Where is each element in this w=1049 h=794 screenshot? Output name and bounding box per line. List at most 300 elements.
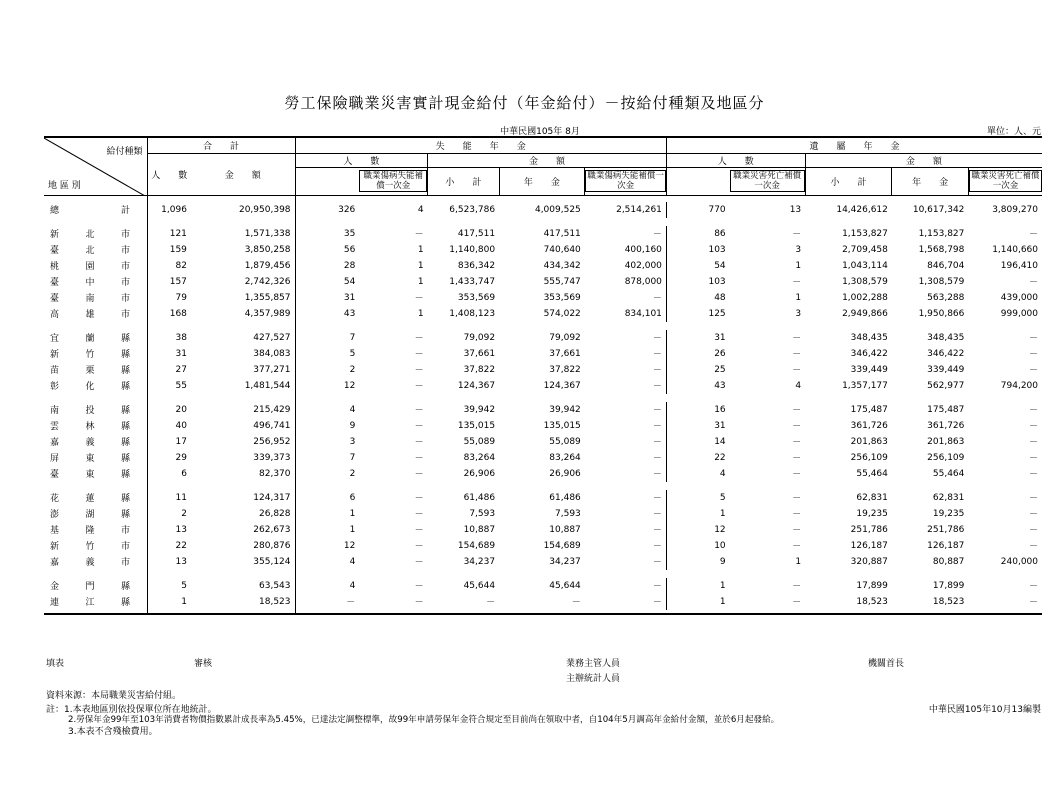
cell-value: 1,096	[161, 204, 187, 215]
cell-value: －	[414, 350, 424, 360]
region-char: 縣	[120, 470, 130, 480]
table-row	[44, 242, 1042, 258]
region-char: 市	[120, 278, 130, 288]
disability-header: 失 能 年 金	[295, 137, 666, 153]
region-char: 門	[85, 582, 95, 592]
cell-value: －	[585, 418, 667, 434]
survivor-amount-header: 金 額	[805, 153, 1042, 167]
source-note: 資料來源：本局職業災害給付組。	[46, 691, 182, 701]
cell-value: 574,022	[543, 308, 581, 319]
table-row	[44, 274, 1042, 290]
region-name	[44, 506, 147, 522]
cell-value: －	[414, 334, 424, 344]
region-char: 蓮	[85, 494, 95, 504]
region-char: 市	[120, 558, 130, 568]
cell-value: 34,237	[549, 556, 581, 567]
cell-value: －	[792, 350, 802, 360]
note-2: 2.勞保年金99年至103年消費者物價指數累計成長率為5.45%，已達法定調整標準，故99年申請勞保年金符合規定至目前尚在領取中者，自104年5月調高年金給付金額，並於6月起發給。	[68, 715, 780, 725]
cell-value: 256,952	[191, 434, 295, 450]
cell-value: 5	[349, 348, 356, 359]
cell-value: 14,426,612	[836, 204, 888, 215]
cell-value: 18,523	[191, 594, 295, 610]
region-char: 金	[50, 582, 60, 592]
cell-value: 320,887	[850, 556, 888, 567]
cell-value: 377,271	[191, 362, 295, 378]
cell-value: 1,140,800	[449, 244, 496, 255]
cell-value: 79	[175, 292, 187, 303]
cell-value: 168	[169, 308, 187, 319]
cell-value: 55,089	[549, 436, 581, 447]
cell-value: 4	[795, 380, 802, 391]
cell-value: 4	[719, 468, 726, 479]
region-name	[44, 242, 147, 258]
region-char: 義	[85, 438, 95, 448]
cell-value: 82	[175, 260, 187, 271]
cell-value: －	[585, 330, 667, 346]
cell-value: 135,015	[543, 420, 581, 431]
cell-value: －	[414, 526, 424, 536]
region-char: 蘭	[85, 334, 95, 344]
cell-value: 1,481,544	[191, 378, 295, 394]
cell-value: －	[585, 226, 667, 242]
cell-value: 201,863	[927, 436, 965, 447]
cell-value: －	[414, 294, 424, 304]
cell-value: 14	[714, 436, 726, 447]
cell-value: 79,092	[549, 332, 581, 343]
cell-value: 17	[175, 436, 187, 447]
region-name	[44, 306, 147, 322]
survivor-header: 遺 屬 年 金	[666, 137, 1042, 153]
cell-value: 355,124	[191, 554, 295, 570]
cell-value: －	[585, 290, 667, 306]
cell-value: 39,942	[549, 404, 581, 415]
region-char: 臺	[50, 294, 60, 304]
region-char: 縣	[120, 438, 130, 448]
region-char: 宜	[50, 334, 60, 344]
cell-value: －	[792, 510, 802, 520]
cell-value: 48	[714, 292, 726, 303]
cell-value: 5	[719, 492, 726, 503]
cell-value: 62,831	[856, 492, 888, 503]
cell-value: 157	[169, 276, 187, 287]
cell-value: 1,571,338	[191, 226, 295, 242]
cell-value: －	[414, 454, 424, 464]
table-row	[44, 538, 1042, 554]
cell-value: 4	[349, 580, 356, 591]
cell-value: 86	[714, 228, 726, 239]
table-row	[44, 594, 1042, 610]
cell-value: 159	[169, 244, 187, 255]
cell-value: 39,942	[463, 404, 496, 415]
cell-value: －	[792, 230, 802, 240]
table-row	[44, 506, 1042, 522]
cell-value: 7,593	[555, 508, 581, 519]
cell-value: 43	[714, 380, 726, 391]
cell-value: －	[585, 522, 667, 538]
region-char: 北	[85, 246, 95, 256]
cell-value: 135,015	[457, 420, 496, 431]
cell-value: －	[1028, 598, 1038, 608]
cell-value: 251,786	[927, 524, 965, 535]
region-name	[44, 418, 147, 434]
cell-value: 1	[417, 308, 424, 319]
region-name	[44, 594, 147, 610]
cell-value: 4,357,989	[191, 306, 295, 322]
cell-value: －	[585, 578, 667, 594]
cell-value: 1,002,288	[842, 292, 888, 303]
cell-value: 836,342	[457, 260, 496, 271]
cell-value: 196,410	[1000, 260, 1038, 271]
region-name	[44, 362, 147, 378]
cell-value: －	[1028, 438, 1038, 448]
supervisor-label: 業務主管人員	[566, 659, 621, 669]
region-name	[44, 346, 147, 362]
region-char: 市	[120, 246, 130, 256]
cell-value: 215,429	[191, 402, 295, 418]
table-row	[44, 554, 1042, 570]
cell-value: －	[792, 542, 802, 552]
page-title: 勞工保險職業災害實計現金給付（年金給付）－按給付種類及地區分	[284, 94, 765, 112]
cell-value: －	[585, 506, 667, 522]
cell-value: 201,863	[850, 436, 888, 447]
region-char: 新	[50, 542, 60, 552]
cell-value: 37,661	[549, 348, 581, 359]
cell-value: －	[1028, 494, 1038, 504]
disability-lump-amount-header: 職業傷病失能補償一次金	[585, 170, 666, 192]
cell-value: －	[792, 334, 802, 344]
cell-value: 1,408,123	[449, 308, 496, 319]
cell-value: 1,153,827	[918, 228, 965, 239]
cell-value: 9	[719, 556, 726, 567]
cell-value: 55,464	[856, 468, 888, 479]
cell-value: －	[792, 582, 802, 592]
region-char: 林	[85, 422, 95, 432]
total-amount-header: 金 額	[191, 153, 295, 195]
cell-value: 6	[349, 492, 356, 503]
total-people-header: 人 數	[147, 153, 191, 195]
region-char: 新	[50, 230, 60, 240]
table-row	[44, 258, 1042, 274]
cell-value: 124,367	[457, 380, 496, 391]
region-char: 臺	[50, 470, 60, 480]
cell-value: 61,486	[549, 492, 581, 503]
region-char: 市	[120, 262, 130, 272]
cell-value: 10	[714, 540, 726, 551]
cell-value: 175,487	[850, 404, 888, 415]
region-char: 縣	[120, 582, 130, 592]
cell-value: 31	[175, 348, 187, 359]
region-char: 化	[85, 382, 95, 392]
cell-value: －	[414, 582, 424, 592]
cell-value: 1	[417, 244, 424, 255]
cell-value: 25	[714, 364, 726, 375]
cell-value: 2,742,326	[191, 274, 295, 290]
cell-value: 18,523	[932, 596, 965, 607]
cell-value: 26,906	[463, 468, 496, 479]
cell-value: 3	[795, 308, 802, 319]
table-row	[44, 466, 1042, 482]
cell-value: 12	[714, 524, 726, 535]
cell-value: 103	[708, 276, 726, 287]
region-char: 總	[50, 206, 60, 216]
cell-value: 37,822	[549, 364, 581, 375]
cell-value: 38	[175, 332, 187, 343]
cell-value: 1,308,579	[918, 276, 965, 287]
cell-value: －	[1028, 350, 1038, 360]
survivor-pension-header: 年 金	[892, 167, 969, 195]
cell-value: 7,593	[469, 508, 496, 519]
cell-value: 3	[795, 244, 802, 255]
cell-value: 262,673	[191, 522, 295, 538]
reviewer-label: 審核	[194, 659, 213, 669]
region-char: 花	[50, 494, 60, 504]
cell-value: 37,661	[463, 348, 496, 359]
region-char: 縣	[120, 334, 130, 344]
cell-value: －	[414, 438, 424, 448]
corner-header	[44, 137, 147, 195]
cell-value: 361,726	[850, 420, 888, 431]
compiled-date: 中華民國105年10月13編製	[928, 705, 1041, 715]
cell-value: 45,644	[463, 580, 496, 591]
filler-label: 填表	[46, 659, 65, 669]
cell-value: 4	[349, 404, 356, 415]
survivor-subtotal-header: 小 計	[805, 167, 892, 195]
cell-value: －	[792, 526, 802, 536]
cell-value: 37,822	[463, 364, 496, 375]
region-name	[44, 274, 147, 290]
table-row	[44, 346, 1042, 362]
cell-value: 7	[349, 452, 356, 463]
cell-value: 1	[719, 580, 726, 591]
cell-value: 348,435	[850, 332, 888, 343]
payment-type-label: 給付種類	[106, 147, 143, 157]
cell-value: －	[1028, 422, 1038, 432]
cell-value: 417,511	[457, 228, 496, 239]
cell-value: 2,949,866	[842, 308, 888, 319]
cell-value: 1,433,747	[449, 276, 496, 287]
cell-value: 54	[343, 276, 356, 287]
table-row	[44, 402, 1042, 418]
death-lump-amount-header: 職業災害死亡補償一次金	[969, 170, 1042, 192]
survivor-count-header: 人 數	[666, 153, 805, 167]
cell-value: 2,709,458	[842, 244, 888, 255]
cell-value: 2	[349, 364, 356, 375]
cell-value: －	[1028, 454, 1038, 464]
cell-value: 427,527	[191, 330, 295, 346]
cell-value: 1	[719, 508, 726, 519]
cell-value: 7	[349, 332, 356, 343]
table-row	[44, 330, 1042, 346]
region-char: 市	[120, 230, 130, 240]
cell-value: 834,101	[585, 306, 667, 322]
cell-value: 11	[175, 492, 187, 503]
cell-value: 339,373	[191, 450, 295, 466]
region-name	[44, 578, 147, 594]
table-row	[44, 578, 1042, 594]
region-char: 竹	[85, 350, 95, 360]
cell-value: 34,237	[463, 556, 496, 567]
cell-value: 10,887	[463, 524, 496, 535]
cell-value: 31	[714, 420, 726, 431]
cell-value: －	[585, 594, 667, 610]
cell-value: －	[414, 230, 424, 240]
cell-value: 62,831	[932, 492, 965, 503]
region-name	[44, 466, 147, 482]
cell-value: 55,464	[932, 468, 965, 479]
cell-value: 400,160	[585, 242, 667, 258]
table-row	[44, 418, 1042, 434]
cell-value: 496,741	[191, 418, 295, 434]
cell-value: 846,704	[927, 260, 965, 271]
cell-value: 154,689	[543, 540, 581, 551]
region-char: 屏	[50, 454, 60, 464]
region-name	[44, 258, 147, 274]
region-char: 縣	[120, 366, 130, 376]
cell-value: 439,000	[1000, 292, 1038, 303]
note-3: 3.本表不含殘檢費用。	[68, 727, 158, 737]
cell-value: 740,640	[543, 244, 581, 255]
region-name	[44, 290, 147, 306]
region-char: 嘉	[50, 558, 60, 568]
cell-value: 563,288	[927, 292, 965, 303]
cell-value: 20,950,398	[191, 202, 295, 218]
cell-value: 17,899	[856, 580, 888, 591]
cell-value: －	[792, 406, 802, 416]
cell-value: －	[1028, 582, 1038, 592]
region-char: 東	[85, 454, 95, 464]
region-char: 東	[85, 470, 95, 480]
cell-value: 13	[175, 556, 187, 567]
region-char: 隆	[85, 526, 95, 536]
cell-value: 17,899	[932, 580, 965, 591]
cell-value: 402,000	[585, 258, 667, 274]
region-char: 投	[85, 406, 95, 416]
cell-value: 555,747	[543, 276, 581, 287]
cell-value: 29	[175, 452, 187, 463]
disability-pension-header: 年 金	[499, 167, 585, 195]
note-1: 註：1.本表地區別依投保單位所在地統計。	[46, 705, 217, 715]
cell-value: 240,000	[1000, 556, 1038, 567]
cell-value: 6,523,786	[449, 204, 496, 215]
cell-value: 16	[714, 404, 726, 415]
cell-value: 256,109	[850, 452, 888, 463]
statistics-table	[44, 136, 1042, 615]
region-char: 桃	[50, 262, 60, 272]
cell-value: 280,876	[191, 538, 295, 554]
region-char: 雄	[85, 310, 95, 320]
cell-value: 56	[343, 244, 356, 255]
region-name	[44, 434, 147, 450]
cell-value: 2	[181, 508, 187, 519]
cell-value: －	[414, 406, 424, 416]
region-name	[44, 450, 147, 466]
cell-value: －	[585, 346, 667, 362]
region-char: 縣	[120, 382, 130, 392]
region-char: 高	[50, 310, 60, 320]
cell-value: －	[585, 362, 667, 378]
region-char: 縣	[120, 598, 130, 608]
cell-value: 12	[343, 540, 356, 551]
table-row	[44, 226, 1042, 242]
region-char: 澎	[50, 510, 60, 520]
cell-value: 82,370	[191, 466, 295, 482]
cell-value: －	[585, 466, 667, 482]
region-char: 彰	[50, 382, 60, 392]
cell-value: 79,092	[463, 332, 496, 343]
region-char: 基	[50, 526, 60, 536]
cell-value: 1,308,579	[842, 276, 888, 287]
cell-value: 83,264	[463, 452, 496, 463]
region-name	[44, 378, 147, 394]
region-char: 義	[85, 558, 95, 568]
cell-value: 1,357,177	[842, 380, 888, 391]
cell-value: 878,000	[585, 274, 667, 290]
cell-value: 55	[175, 380, 187, 391]
cell-value: 1	[795, 556, 802, 567]
cell-value: －	[486, 598, 496, 608]
cell-value: －	[1028, 406, 1038, 416]
region-char: 臺	[50, 278, 60, 288]
cell-value: 1,568,798	[918, 244, 965, 255]
cell-value: 1	[795, 292, 802, 303]
cell-value: 794,200	[1000, 380, 1038, 391]
region-char: 市	[120, 294, 130, 304]
region-char: 北	[85, 230, 95, 240]
cell-value: －	[585, 450, 667, 466]
cell-value: －	[792, 470, 802, 480]
cell-value: －	[414, 542, 424, 552]
cell-value: －	[585, 402, 667, 418]
table-row	[44, 522, 1042, 538]
cell-value: 55,089	[463, 436, 496, 447]
cell-value: －	[585, 490, 667, 506]
cell-value: 18,523	[856, 596, 888, 607]
cell-value: 26,828	[191, 506, 295, 522]
table-row	[44, 490, 1042, 506]
region-char: 園	[85, 262, 95, 272]
table-body	[44, 202, 1042, 610]
cell-value: 384,083	[191, 346, 295, 362]
cell-value: －	[792, 438, 802, 448]
region-char: 市	[120, 526, 130, 536]
region-char: 南	[50, 406, 60, 416]
cell-value: －	[585, 378, 667, 394]
cell-value: 13	[175, 524, 187, 535]
cell-value: 361,726	[927, 420, 965, 431]
cell-value: 1,140,660	[992, 244, 1038, 255]
region-char: 縣	[120, 454, 130, 464]
cell-value: 124,317	[191, 490, 295, 506]
region-char: 南	[85, 294, 95, 304]
table-row	[44, 362, 1042, 378]
cell-value: 353,569	[543, 292, 581, 303]
cell-value: 1,355,857	[191, 290, 295, 306]
cell-value: －	[792, 454, 802, 464]
cell-value: 40	[175, 420, 187, 431]
cell-value: －	[585, 434, 667, 450]
cell-value: 19,235	[856, 508, 888, 519]
table-row	[44, 202, 1042, 218]
report-period: 中華民國105年 8月	[500, 127, 580, 137]
region-char: 新	[50, 350, 60, 360]
cell-value: 45,644	[549, 580, 581, 591]
region-char: 連	[50, 598, 60, 608]
cell-value: 175,487	[927, 404, 965, 415]
cell-value: 1,879,456	[191, 258, 295, 274]
cell-value: 9	[349, 420, 356, 431]
cell-value: 2,514,261	[585, 202, 667, 218]
disability-lump-count-header: 職業傷病失能補償一次金	[359, 170, 427, 192]
